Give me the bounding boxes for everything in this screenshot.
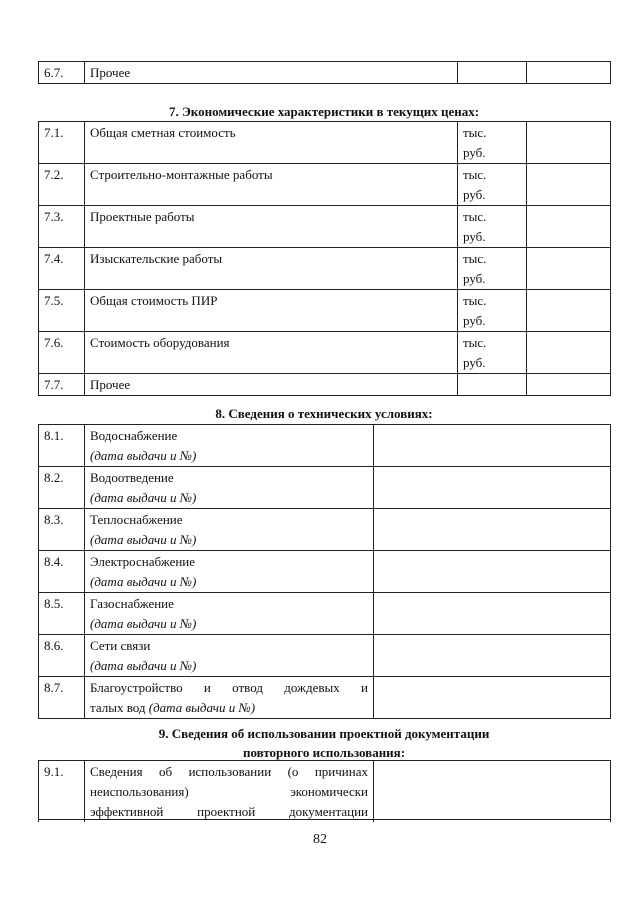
table-section-8 [38,424,611,719]
row-name: Прочее [85,62,458,84]
table-row [39,425,611,467]
unit-line-1: тыс. [463,209,487,224]
unit-line-2: руб. [463,187,486,202]
row-value [527,164,611,206]
table-row [39,122,611,164]
row-name [85,593,374,635]
unit-line-2: руб. [463,313,486,328]
row-number: 8.4. [39,551,85,593]
row-value [527,332,611,374]
row-title-tail: талых вод [90,700,146,715]
unit-line-2: руб. [463,145,486,160]
row-unit [458,374,527,396]
row-name: Стоимость оборудования [85,332,458,374]
row-line-2: неиспользования) экономически [90,784,368,799]
row-number: 7.7. [39,374,85,396]
row-number: 7.2. [39,164,85,206]
row-number: 6.7. [39,62,85,84]
table-row [39,62,611,84]
unit-line-1: тыс. [463,125,487,140]
row-value [374,593,611,635]
row-title: Газоснабжение [90,596,174,611]
section-9-title-line-2: повторного использования: [242,745,406,760]
row-line-1: Сведения об использовании (о причинах [90,764,368,779]
row-subtitle: (дата выдачи и №) [90,616,197,631]
row-number: 8.3. [39,509,85,551]
table-row [39,164,611,206]
row-name [85,509,374,551]
row-subtitle: (дата выдачи и №) [148,700,256,715]
table-row [39,593,611,635]
table-row [39,551,611,593]
row-title: Электроснабжение [90,554,196,569]
row-value [374,635,611,677]
table-row [39,509,611,551]
row-title: Водоснабжение [90,428,178,443]
row-title: Водоотведение [90,470,174,485]
unit-line-1: тыс. [463,335,487,350]
row-name [85,467,374,509]
row-unit [458,206,527,248]
section-9-title [38,724,610,762]
row-value [527,248,611,290]
table-cut-line [38,819,611,820]
page-number: 82 [313,832,327,847]
unit-line-2: руб. [463,355,486,370]
row-title-line-1: Благоустройство и отвод дождевых и [90,680,368,695]
row-title: Теплоснабжение [90,512,183,527]
row-name [85,677,374,719]
section-9-title-line-1: 9. Сведения об использовании проектной документации [158,726,490,741]
row-value [374,551,611,593]
table-section-7 [38,121,611,396]
row-unit [458,164,527,206]
table-section-6-tail [38,61,611,84]
table-row [39,290,611,332]
row-name: Проектные работы [85,206,458,248]
row-number: 7.4. [39,248,85,290]
row-number: 9.1. [39,761,85,823]
table-row [39,467,611,509]
row-title: Сети связи [90,638,151,653]
row-number: 8.7. [39,677,85,719]
row-number: 7.3. [39,206,85,248]
row-number: 8.1. [39,425,85,467]
row-value [527,62,611,84]
unit-line-2: руб. [463,271,486,286]
row-value [527,290,611,332]
row-subtitle: (дата выдачи и №) [90,532,197,547]
row-subtitle: (дата выдачи и №) [90,448,197,463]
row-value [374,509,611,551]
table-row [39,761,611,823]
table-row [39,677,611,719]
row-name [85,761,374,823]
unit-line-1: тыс. [463,167,487,182]
row-name: Прочее [85,374,458,396]
unit-line-1: тыс. [463,293,487,308]
row-number: 7.1. [39,122,85,164]
table-row [39,248,611,290]
row-number: 8.5. [39,593,85,635]
row-name [85,551,374,593]
row-number: 8.6. [39,635,85,677]
table-row [39,374,611,396]
table-row [39,206,611,248]
row-number: 7.5. [39,290,85,332]
row-name: Общая сметная стоимость [85,122,458,164]
row-unit [458,290,527,332]
row-number: 8.2. [39,467,85,509]
row-number: 7.6. [39,332,85,374]
row-name: Строительно-монтажные работы [85,164,458,206]
table-row [39,332,611,374]
row-value [374,761,611,823]
row-line-3: эффективной проектной документации [90,804,368,819]
section-7-title: 7. Экономические характеристики в текущих ценах: [168,104,480,119]
table-section-9 [38,760,611,822]
row-value [527,206,611,248]
row-subtitle: (дата выдачи и №) [90,658,197,673]
row-subtitle: (дата выдачи и №) [90,574,197,589]
row-name: Изыскательские работы [85,248,458,290]
row-name: Общая стоимость ПИР [85,290,458,332]
row-value [374,467,611,509]
row-unit [458,122,527,164]
unit-line-1: тыс. [463,251,487,266]
row-unit [458,62,527,84]
unit-line-2: руб. [463,229,486,244]
row-value [374,677,611,719]
row-unit [458,332,527,374]
row-title-line-2 [90,698,368,718]
row-name [85,635,374,677]
row-name [85,425,374,467]
row-value [527,122,611,164]
row-unit [458,248,527,290]
table-row [39,635,611,677]
section-8-title: 8. Сведения о технических условиях: [215,406,433,421]
row-value [527,374,611,396]
row-value [374,425,611,467]
row-subtitle: (дата выдачи и №) [90,490,197,505]
